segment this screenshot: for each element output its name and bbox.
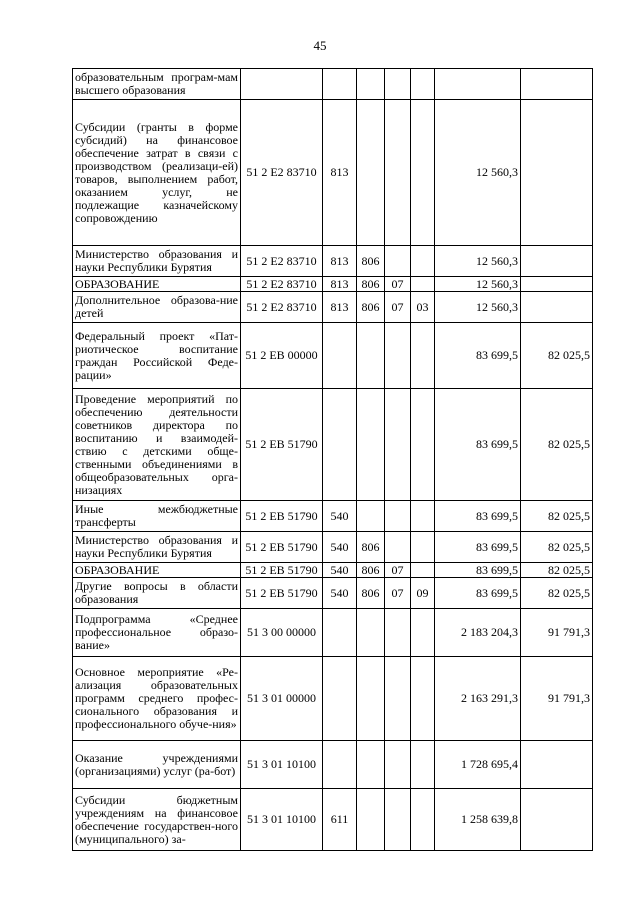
- cell-amount-1: 12 560,3: [435, 246, 521, 277]
- cell-csr: 51 3 01 10100: [241, 789, 323, 851]
- table-body: [73, 69, 593, 851]
- cell-amount-2: [521, 789, 593, 851]
- cell-vr: [323, 69, 357, 100]
- cell-grbs: [357, 741, 385, 789]
- cell-grbs: [357, 69, 385, 100]
- cell-grbs: [357, 389, 385, 501]
- cell-csr: 51 2 EB 51790: [241, 578, 323, 609]
- table-row: [73, 578, 593, 609]
- cell-grbs: 806: [357, 578, 385, 609]
- cell-amount-2: 82 025,5: [521, 323, 593, 389]
- cell-vr: 611: [323, 789, 357, 851]
- cell-name: Министерство образования и науки Республики Бурятия: [73, 246, 241, 277]
- table-row: [73, 501, 593, 532]
- cell-vr: 813: [323, 277, 357, 292]
- cell-amount-2: 82 025,5: [521, 501, 593, 532]
- table-row: [73, 609, 593, 657]
- table-row: [73, 292, 593, 323]
- cell-pr: [411, 501, 435, 532]
- cell-amount-1: 2 163 291,3: [435, 657, 521, 741]
- cell-grbs: 806: [357, 292, 385, 323]
- cell-amount-2: 82 025,5: [521, 389, 593, 501]
- cell-grbs: [357, 657, 385, 741]
- cell-name: Субсидии (гранты в форме субсидий) на финансовое обеспечение затрат в связи с производством (реализаци-ей) товаров, выполнением работ, оказанием услуг, не подлежащие казначейскому сопровождению: [73, 100, 241, 246]
- cell-amount-1: [435, 69, 521, 100]
- cell-name: Подпрограмма «Среднее профессиональное образо-вание»: [73, 609, 241, 657]
- cell-name: Другие вопросы в области образования: [73, 578, 241, 609]
- cell-name: образовательным програм-мам высшего образования: [73, 69, 241, 100]
- cell-vr: 813: [323, 100, 357, 246]
- cell-csr: 51 2 E2 83710: [241, 277, 323, 292]
- cell-grbs: 806: [357, 532, 385, 563]
- table-row: [73, 323, 593, 389]
- cell-csr: 51 3 00 00000: [241, 609, 323, 657]
- cell-name: Дополнительное образова-ние детей: [73, 292, 241, 323]
- cell-rz: [385, 69, 411, 100]
- cell-csr: 51 2 EB 51790: [241, 501, 323, 532]
- cell-name: Проведение мероприятий по обеспечению деятельности советников директора по воспитанию и взаимодей-ствию с детскими обще-ственными объединениями в общеобразовательных орга-низациях: [73, 389, 241, 501]
- cell-grbs: 806: [357, 277, 385, 292]
- cell-rz: [385, 789, 411, 851]
- cell-amount-2: 82 025,5: [521, 578, 593, 609]
- cell-vr: [323, 609, 357, 657]
- cell-amount-1: 1 258 639,8: [435, 789, 521, 851]
- cell-amount-1: 83 699,5: [435, 578, 521, 609]
- cell-rz: [385, 100, 411, 246]
- cell-pr: [411, 789, 435, 851]
- cell-csr: 51 2 EB 51790: [241, 389, 323, 501]
- cell-pr: [411, 389, 435, 501]
- budget-table: [72, 68, 593, 851]
- table-row: [73, 100, 593, 246]
- cell-amount-1: 83 699,5: [435, 389, 521, 501]
- cell-amount-1: 1 728 695,4: [435, 741, 521, 789]
- cell-rz: [385, 741, 411, 789]
- cell-vr: [323, 389, 357, 501]
- table-row: [73, 741, 593, 789]
- cell-amount-1: 83 699,5: [435, 563, 521, 578]
- cell-grbs: [357, 100, 385, 246]
- cell-pr: [411, 323, 435, 389]
- cell-amount-2: [521, 246, 593, 277]
- cell-csr: 51 2 E2 83710: [241, 246, 323, 277]
- cell-csr: 51 2 E2 83710: [241, 100, 323, 246]
- cell-rz: 07: [385, 563, 411, 578]
- cell-pr: [411, 532, 435, 563]
- cell-name: ОБРАЗОВАНИЕ: [73, 563, 241, 578]
- cell-rz: 07: [385, 578, 411, 609]
- cell-csr: [241, 69, 323, 100]
- cell-pr: [411, 609, 435, 657]
- cell-vr: 813: [323, 246, 357, 277]
- table-row: [73, 389, 593, 501]
- table-row: [73, 789, 593, 851]
- cell-rz: [385, 657, 411, 741]
- cell-pr: [411, 69, 435, 100]
- cell-pr: [411, 246, 435, 277]
- cell-amount-1: 83 699,5: [435, 532, 521, 563]
- cell-name: Оказание учреждениями (организациями) услуг (ра-бот): [73, 741, 241, 789]
- cell-amount-2: 82 025,5: [521, 532, 593, 563]
- cell-amount-2: 82 025,5: [521, 563, 593, 578]
- cell-vr: [323, 657, 357, 741]
- cell-name: Министерство образования и науки Республики Бурятия: [73, 532, 241, 563]
- cell-vr: [323, 323, 357, 389]
- cell-csr: 51 2 EB 51790: [241, 532, 323, 563]
- cell-name: Основное мероприятие «Ре-ализация образовательных программ среднего профес-сионального образования и профессионального обуче-ния»: [73, 657, 241, 741]
- cell-name: Иные межбюджетные трансферты: [73, 501, 241, 532]
- table-row: [73, 563, 593, 578]
- cell-pr: [411, 657, 435, 741]
- cell-pr: 03: [411, 292, 435, 323]
- page-number: 45: [313, 38, 327, 53]
- cell-name: ОБРАЗОВАНИЕ: [73, 277, 241, 292]
- cell-pr: [411, 277, 435, 292]
- cell-vr: 813: [323, 292, 357, 323]
- cell-amount-1: 2 183 204,3: [435, 609, 521, 657]
- cell-amount-1: 12 560,3: [435, 100, 521, 246]
- cell-amount-2: [521, 69, 593, 100]
- cell-amount-2: 91 791,3: [521, 609, 593, 657]
- cell-pr: [411, 741, 435, 789]
- cell-pr: 09: [411, 578, 435, 609]
- cell-amount-1: 83 699,5: [435, 501, 521, 532]
- table-row: [73, 246, 593, 277]
- table-row: [73, 532, 593, 563]
- cell-rz: [385, 532, 411, 563]
- cell-vr: 540: [323, 501, 357, 532]
- table-row: [73, 657, 593, 741]
- cell-grbs: [357, 323, 385, 389]
- cell-csr: 51 3 01 10100: [241, 741, 323, 789]
- cell-rz: [385, 501, 411, 532]
- cell-vr: [323, 741, 357, 789]
- cell-pr: [411, 100, 435, 246]
- cell-vr: 540: [323, 563, 357, 578]
- cell-amount-2: [521, 100, 593, 246]
- cell-grbs: [357, 789, 385, 851]
- cell-name: Субсидии бюджетным учреждениям на финансовое обеспечение государствен-ного (муниципального) за-: [73, 789, 241, 851]
- cell-csr: 51 2 EB 51790: [241, 563, 323, 578]
- cell-grbs: [357, 609, 385, 657]
- cell-grbs: 806: [357, 246, 385, 277]
- cell-csr: 51 3 01 00000: [241, 657, 323, 741]
- cell-csr: 51 2 E2 83710: [241, 292, 323, 323]
- cell-grbs: 806: [357, 563, 385, 578]
- cell-amount-1: 12 560,3: [435, 292, 521, 323]
- cell-rz: [385, 246, 411, 277]
- cell-grbs: [357, 501, 385, 532]
- cell-rz: [385, 323, 411, 389]
- cell-rz: [385, 389, 411, 501]
- cell-amount-2: [521, 292, 593, 323]
- cell-amount-1: 83 699,5: [435, 323, 521, 389]
- table-row: [73, 277, 593, 292]
- cell-amount-2: 91 791,3: [521, 657, 593, 741]
- cell-amount-2: [521, 277, 593, 292]
- cell-vr: 540: [323, 578, 357, 609]
- cell-pr: [411, 563, 435, 578]
- cell-amount-2: [521, 741, 593, 789]
- cell-name: Федеральный проект «Пат-риотическое воспитание граждан Российской Феде-рации»: [73, 323, 241, 389]
- table-row: [73, 69, 593, 100]
- cell-csr: 51 2 EB 00000: [241, 323, 323, 389]
- cell-vr: 540: [323, 532, 357, 563]
- cell-rz: 07: [385, 277, 411, 292]
- cell-amount-1: 12 560,3: [435, 277, 521, 292]
- cell-rz: [385, 609, 411, 657]
- cell-rz: 07: [385, 292, 411, 323]
